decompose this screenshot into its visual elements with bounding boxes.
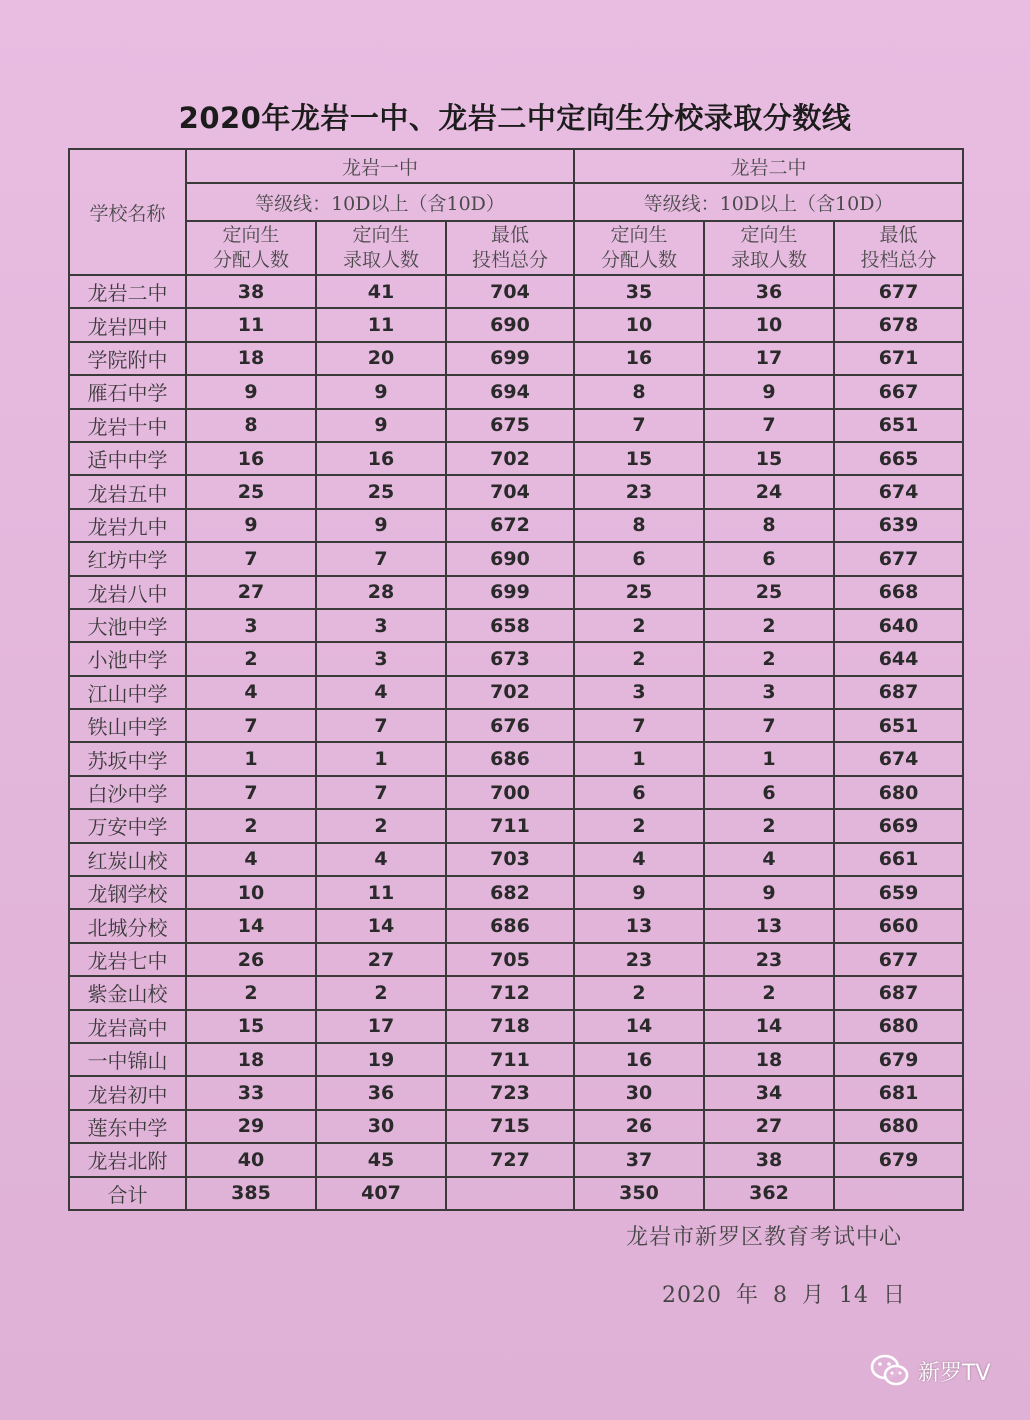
table-cell: 3 <box>574 676 704 709</box>
table-cell: 27 <box>316 943 446 976</box>
column-header-line: 分配人数 <box>212 249 289 271</box>
table-row <box>69 909 963 942</box>
school-name: 苏坂中学 <box>69 742 186 775</box>
table-row <box>69 609 963 642</box>
school-name: 万安中学 <box>69 809 186 842</box>
table-row <box>69 1076 963 1109</box>
table-cell: 350 <box>574 1177 704 1210</box>
table-cell: 7 <box>186 709 316 742</box>
table-cell: 704 <box>446 275 574 308</box>
table-cell: 14 <box>316 909 446 942</box>
table-cell: 3 <box>316 642 446 675</box>
table-cell: 13 <box>704 909 834 942</box>
table-cell: 6 <box>574 776 704 809</box>
table-cell: 680 <box>834 1010 963 1043</box>
table-cell: 30 <box>316 1110 446 1143</box>
date-month: 8 <box>773 1283 789 1308</box>
table-cell: 705 <box>446 943 574 976</box>
table-cell: 9 <box>574 876 704 909</box>
table-cell: 7 <box>186 776 316 809</box>
school-name: 适中中学 <box>69 442 186 475</box>
date-day-char: 日 <box>883 1283 907 1308</box>
table-row <box>69 342 963 375</box>
table-cell: 2 <box>574 976 704 1009</box>
table-cell: 4 <box>704 843 834 876</box>
table-row <box>69 676 963 709</box>
table-cell: 38 <box>186 275 316 308</box>
table-cell: 37 <box>574 1143 704 1176</box>
table-cell: 7 <box>316 776 446 809</box>
table-cell: 17 <box>316 1010 446 1043</box>
school-name-header: 学校名称 <box>69 149 186 275</box>
table-row <box>69 275 963 308</box>
table-row <box>69 475 963 508</box>
table-cell: 2 <box>574 809 704 842</box>
table-cell: 686 <box>446 909 574 942</box>
table-cell: 699 <box>446 342 574 375</box>
table-cell <box>834 1177 963 1210</box>
table-cell: 24 <box>704 475 834 508</box>
table-cell: 7 <box>316 709 446 742</box>
table-cell: 4 <box>316 676 446 709</box>
table-cell: 4 <box>186 676 316 709</box>
table-cell: 40 <box>186 1143 316 1176</box>
table-cell: 687 <box>834 976 963 1009</box>
issue-date <box>662 1278 920 1309</box>
school-name: 莲东中学 <box>69 1110 186 1143</box>
table-cell: 18 <box>186 342 316 375</box>
table-row <box>69 509 963 542</box>
table-cell: 15 <box>186 1010 316 1043</box>
table-cell: 6 <box>704 776 834 809</box>
table-cell: 23 <box>574 475 704 508</box>
table-cell: 715 <box>446 1110 574 1143</box>
table-cell: 651 <box>834 709 963 742</box>
school-name: 合计 <box>69 1177 186 1210</box>
table-cell: 27 <box>186 576 316 609</box>
school-name: 龙岩二中 <box>69 275 186 308</box>
table-cell: 36 <box>704 275 834 308</box>
table-row <box>69 642 963 675</box>
table-cell: 702 <box>446 676 574 709</box>
table-cell: 27 <box>704 1110 834 1143</box>
table-row <box>69 876 963 909</box>
table-cell: 11 <box>316 308 446 341</box>
column-header-line: 最低 <box>491 224 530 246</box>
school-name: 大池中学 <box>69 609 186 642</box>
table-cell: 671 <box>834 342 963 375</box>
column-header-3 <box>446 221 574 275</box>
school-name: 一中锦山 <box>69 1043 186 1076</box>
table-cell: 673 <box>446 642 574 675</box>
table-cell: 711 <box>446 1043 574 1076</box>
table-cell: 2 <box>186 976 316 1009</box>
table-cell <box>446 1177 574 1210</box>
table-cell: 665 <box>834 442 963 475</box>
table-cell: 9 <box>186 375 316 408</box>
table-cell: 7 <box>704 709 834 742</box>
table-cell: 718 <box>446 1010 574 1043</box>
table-row <box>69 1043 963 1076</box>
table-cell: 674 <box>834 742 963 775</box>
school-name: 学院附中 <box>69 342 186 375</box>
table-cell: 669 <box>834 809 963 842</box>
table-cell: 677 <box>834 275 963 308</box>
watermark-text: 新罗TV <box>918 1360 991 1386</box>
table-cell: 2 <box>574 642 704 675</box>
table-cell: 34 <box>704 1076 834 1109</box>
table-cell: 45 <box>316 1143 446 1176</box>
table-cell: 362 <box>704 1177 834 1210</box>
table-cell: 8 <box>704 509 834 542</box>
table-cell: 9 <box>704 876 834 909</box>
table-cell: 35 <box>574 275 704 308</box>
table-cell: 2 <box>704 976 834 1009</box>
school-name: 龙岩高中 <box>69 1010 186 1043</box>
table-cell: 7 <box>186 542 316 575</box>
document-title: 2020年龙岩一中、龙岩二中定向生分校录取分数线 <box>178 101 852 135</box>
total-row <box>69 1177 963 1210</box>
table-cell: 681 <box>834 1076 963 1109</box>
table-cell: 704 <box>446 475 574 508</box>
school-name: 红坊中学 <box>69 542 186 575</box>
table-cell: 2 <box>704 642 834 675</box>
table-row <box>69 308 963 341</box>
school-name: 龙岩初中 <box>69 1076 186 1109</box>
column-header-1 <box>186 221 316 275</box>
table-cell: 1 <box>316 742 446 775</box>
school-name: 铁山中学 <box>69 709 186 742</box>
date-year: 2020 <box>662 1283 722 1308</box>
table-cell: 2 <box>186 809 316 842</box>
wechat-icon <box>870 1354 910 1388</box>
grade-line-longyan-2: 等级线：10D以上（含10D） <box>574 183 963 221</box>
table-row <box>69 1010 963 1043</box>
table-cell: 699 <box>446 576 574 609</box>
table-cell: 700 <box>446 776 574 809</box>
table-cell: 2 <box>704 809 834 842</box>
column-header-5 <box>704 221 834 275</box>
table-cell: 29 <box>186 1110 316 1143</box>
column-header-line: 定向生 <box>610 224 668 246</box>
table-cell: 18 <box>704 1043 834 1076</box>
table-cell: 3 <box>186 609 316 642</box>
table-cell: 9 <box>186 509 316 542</box>
column-header-4 <box>574 221 704 275</box>
table-row <box>69 442 963 475</box>
table-cell: 679 <box>834 1143 963 1176</box>
table-cell: 9 <box>316 375 446 408</box>
table-cell: 2 <box>316 809 446 842</box>
column-header-line: 定向生 <box>222 224 280 246</box>
table-cell: 9 <box>316 509 446 542</box>
table-cell: 9 <box>704 375 834 408</box>
table-cell: 7 <box>574 709 704 742</box>
table-cell: 723 <box>446 1076 574 1109</box>
school-name: 龙岩四中 <box>69 308 186 341</box>
school-name: 小池中学 <box>69 642 186 675</box>
table-cell: 11 <box>316 876 446 909</box>
table-cell: 19 <box>316 1043 446 1076</box>
group-header-longyan-2: 龙岩二中 <box>574 149 963 183</box>
column-header-line: 录取人数 <box>342 249 419 271</box>
table-cell: 667 <box>834 375 963 408</box>
school-name: 紫金山校 <box>69 976 186 1009</box>
date-day: 14 <box>839 1283 870 1308</box>
table-cell: 7 <box>316 542 446 575</box>
table-cell: 690 <box>446 542 574 575</box>
table-cell: 16 <box>574 342 704 375</box>
table-cell: 1 <box>574 742 704 775</box>
table-row <box>69 976 963 1009</box>
table-cell: 677 <box>834 943 963 976</box>
table-cell: 9 <box>316 409 446 442</box>
date-month-char: 月 <box>802 1283 826 1308</box>
table-cell: 659 <box>834 876 963 909</box>
table-row <box>69 776 963 809</box>
school-name: 龙岩十中 <box>69 409 186 442</box>
table-cell: 727 <box>446 1143 574 1176</box>
school-name: 龙岩七中 <box>69 943 186 976</box>
table-row <box>69 1143 963 1176</box>
table-cell: 660 <box>834 909 963 942</box>
table-cell: 677 <box>834 542 963 575</box>
column-header-line: 定向生 <box>352 224 410 246</box>
table-cell: 26 <box>574 1110 704 1143</box>
school-name: 龙岩九中 <box>69 509 186 542</box>
table-cell: 711 <box>446 809 574 842</box>
table-cell: 7 <box>574 409 704 442</box>
table-cell: 8 <box>186 409 316 442</box>
table-cell: 639 <box>834 509 963 542</box>
table-cell: 10 <box>574 308 704 341</box>
table-cell: 687 <box>834 676 963 709</box>
watermark <box>870 1354 991 1388</box>
table-row <box>69 375 963 408</box>
table-cell: 33 <box>186 1076 316 1109</box>
table-cell: 16 <box>574 1043 704 1076</box>
table-cell: 702 <box>446 442 574 475</box>
table-cell: 7 <box>704 409 834 442</box>
table-cell: 14 <box>186 909 316 942</box>
table-cell: 644 <box>834 642 963 675</box>
table-cell: 679 <box>834 1043 963 1076</box>
table-cell: 25 <box>316 475 446 508</box>
table-cell: 15 <box>704 442 834 475</box>
table-cell: 36 <box>316 1076 446 1109</box>
table-cell: 686 <box>446 742 574 775</box>
table-cell: 8 <box>574 375 704 408</box>
school-name: 龙岩五中 <box>69 475 186 508</box>
table-cell: 703 <box>446 843 574 876</box>
table-cell: 20 <box>316 342 446 375</box>
table-cell: 1 <box>704 742 834 775</box>
table-cell: 672 <box>446 509 574 542</box>
table-cell: 30 <box>574 1076 704 1109</box>
table-cell: 680 <box>834 776 963 809</box>
table-cell: 640 <box>834 609 963 642</box>
table-cell: 15 <box>574 442 704 475</box>
school-name: 龙钢学校 <box>69 876 186 909</box>
table-cell: 11 <box>186 308 316 341</box>
table-cell: 18 <box>186 1043 316 1076</box>
table-cell: 25 <box>704 576 834 609</box>
table-cell: 8 <box>574 509 704 542</box>
table-cell: 676 <box>446 709 574 742</box>
column-header-line: 定向生 <box>740 224 798 246</box>
table-cell: 658 <box>446 609 574 642</box>
table-row <box>69 409 963 442</box>
school-name: 江山中学 <box>69 676 186 709</box>
issuer-name: 龙岩市新罗区教育考试中心 <box>626 1225 903 1250</box>
table-cell: 23 <box>704 943 834 976</box>
table-cell: 674 <box>834 475 963 508</box>
table-row <box>69 576 963 609</box>
table-cell: 680 <box>834 1110 963 1143</box>
grade-line-longyan-1: 等级线：10D以上（含10D） <box>186 183 574 221</box>
table-row <box>69 742 963 775</box>
column-header-line: 投档总分 <box>472 249 549 271</box>
table-cell: 41 <box>316 275 446 308</box>
table-cell: 675 <box>446 409 574 442</box>
table-cell: 3 <box>316 609 446 642</box>
table-cell: 661 <box>834 843 963 876</box>
table-cell: 2 <box>316 976 446 1009</box>
table-cell: 4 <box>316 843 446 876</box>
table-cell: 385 <box>186 1177 316 1210</box>
table-cell: 2 <box>186 642 316 675</box>
table-cell: 28 <box>316 576 446 609</box>
table-row <box>69 843 963 876</box>
school-name: 北城分校 <box>69 909 186 942</box>
group-header-longyan-1: 龙岩一中 <box>186 149 574 183</box>
table-cell: 712 <box>446 976 574 1009</box>
school-name: 龙岩八中 <box>69 576 186 609</box>
table-cell: 16 <box>316 442 446 475</box>
column-header-line: 分配人数 <box>601 249 678 271</box>
school-name: 红炭山校 <box>69 843 186 876</box>
table-cell: 6 <box>704 542 834 575</box>
table-row <box>69 809 963 842</box>
table-cell: 23 <box>574 943 704 976</box>
table-cell: 407 <box>316 1177 446 1210</box>
table-cell: 4 <box>186 843 316 876</box>
school-name: 白沙中学 <box>69 776 186 809</box>
table-cell: 668 <box>834 576 963 609</box>
table-row <box>69 1110 963 1143</box>
table-cell: 678 <box>834 308 963 341</box>
table-cell: 682 <box>446 876 574 909</box>
column-header-line: 最低 <box>879 224 918 246</box>
table-cell: 17 <box>704 342 834 375</box>
table-cell: 26 <box>186 943 316 976</box>
table-cell: 1 <box>186 742 316 775</box>
table-cell: 38 <box>704 1143 834 1176</box>
table-cell: 10 <box>186 876 316 909</box>
table-cell: 2 <box>574 609 704 642</box>
table-cell: 2 <box>704 609 834 642</box>
table-cell: 4 <box>574 843 704 876</box>
table-row <box>69 542 963 575</box>
school-name: 龙岩北附 <box>69 1143 186 1176</box>
table-cell: 14 <box>704 1010 834 1043</box>
column-header-6 <box>834 221 963 275</box>
table-cell: 25 <box>186 475 316 508</box>
table-cell: 16 <box>186 442 316 475</box>
column-header-line: 投档总分 <box>860 249 937 271</box>
table-cell: 690 <box>446 308 574 341</box>
date-year-char: 年 <box>736 1283 760 1308</box>
table-row <box>69 943 963 976</box>
column-header-line: 录取人数 <box>731 249 808 271</box>
table-cell: 14 <box>574 1010 704 1043</box>
table-row <box>69 709 963 742</box>
table-cell: 694 <box>446 375 574 408</box>
table-cell: 13 <box>574 909 704 942</box>
table-cell: 6 <box>574 542 704 575</box>
column-header-2 <box>316 221 446 275</box>
table-cell: 651 <box>834 409 963 442</box>
table-cell: 25 <box>574 576 704 609</box>
table-cell: 3 <box>704 676 834 709</box>
score-table <box>68 148 964 1211</box>
table-cell: 10 <box>704 308 834 341</box>
school-name: 雁石中学 <box>69 375 186 408</box>
